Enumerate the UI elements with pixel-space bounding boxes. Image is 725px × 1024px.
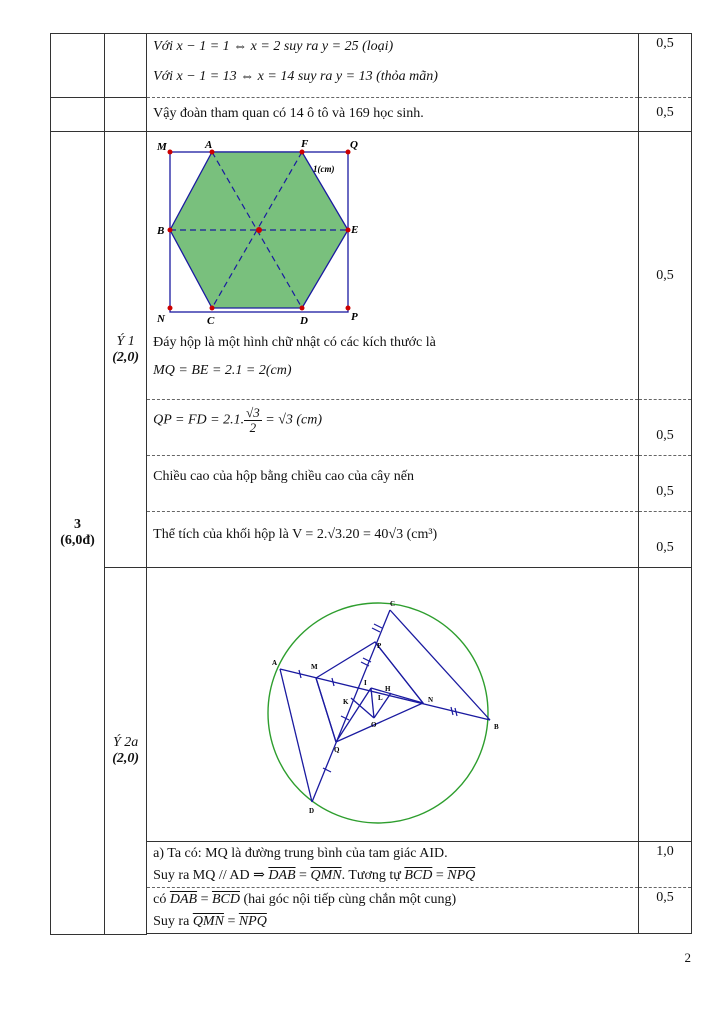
label-f: F [301, 138, 309, 150]
label-q: Q [334, 746, 340, 754]
equation-part: QP = FD = 2.1. [153, 412, 245, 428]
label-q: Q [350, 139, 359, 151]
score: 1,0 [656, 844, 674, 859]
solution-cell [147, 132, 639, 400]
point-center [256, 227, 262, 233]
part-label: Ý 1 [116, 333, 135, 349]
label-e: E [351, 224, 359, 236]
score: 0,5 [656, 484, 674, 499]
label-a: A [272, 659, 278, 667]
score-cell [638, 456, 691, 512]
angle: $\overline{NPQ}$ [238, 914, 267, 929]
section-number: 3 [74, 516, 82, 532]
part-cell-empty [105, 34, 147, 98]
solution-cell [147, 98, 639, 132]
point-f [300, 150, 305, 155]
label-m: M [157, 141, 167, 153]
section-cell-empty [51, 98, 105, 132]
label-n: N [428, 696, 434, 704]
point-d [300, 306, 305, 311]
page-number: 2 [684, 950, 691, 965]
solution-cell [147, 842, 639, 888]
solution-cell [147, 400, 639, 456]
solution-line: Chiều cao của hộp bằng chiều cao của cây nến [153, 469, 414, 484]
score: 0,5 [656, 268, 674, 283]
label-unit: 1(cm) [313, 164, 335, 174]
section-points: (6,0đ) [60, 532, 95, 548]
segment-ad [280, 669, 312, 802]
label-b: B [157, 225, 165, 237]
text-part: = [432, 868, 448, 883]
segment-ab [280, 669, 490, 720]
solution-equation: MQ = BE = 2.1 = 2(cm) [153, 363, 292, 378]
part-cell-empty [105, 98, 147, 132]
score-cell-empty [638, 568, 691, 842]
score-cell [638, 512, 691, 568]
score: 0,5 [656, 890, 674, 905]
score-cell [638, 34, 691, 98]
label-n: N [157, 313, 166, 325]
part-cell-y2a [105, 568, 147, 935]
fraction-denominator: 2 [249, 420, 257, 435]
angle: $\overline{BCD}$ [211, 892, 240, 907]
score-cell [638, 98, 691, 132]
angle: $\overline{DAB}$ [268, 868, 296, 883]
score: 0,5 [656, 105, 674, 120]
part-label: Ý 2a [112, 734, 139, 750]
solution-cell [147, 512, 639, 568]
fraction-numerator: √3 [246, 405, 260, 420]
solution-cell [147, 568, 639, 842]
score: 0,5 [656, 428, 674, 443]
part-points: (2,0) [112, 349, 140, 365]
solution-cell [147, 456, 639, 512]
tick-mark [372, 628, 380, 632]
segment-bc [390, 610, 490, 720]
label-p: P [351, 311, 358, 323]
label-h: H [385, 685, 391, 693]
solution-line: Với x − 1 = 1 ⇔ x = 2 suy ra y = 25 (loại) [153, 39, 394, 54]
label-i: I [364, 679, 367, 687]
solution-equation [147, 400, 638, 435]
solution-line [147, 865, 638, 887]
score-cell [638, 842, 691, 888]
point-p [346, 306, 351, 311]
spacer [638, 934, 691, 935]
label-l: L [378, 694, 383, 702]
point-c [210, 306, 215, 311]
part-points: (2,0) [112, 750, 140, 766]
text-part: có [153, 892, 170, 907]
segment-mq [316, 678, 336, 742]
point-n [168, 306, 173, 311]
text-part: Suy ra [153, 914, 193, 929]
solution-line: Vậy đoàn tham quan có 14 ô tô và 169 học sinh. [153, 106, 424, 121]
point-e [346, 228, 351, 233]
solution-cell [147, 34, 639, 98]
part-cell-y1 [105, 132, 147, 568]
section-cell [51, 132, 105, 935]
angle: $\overline{BCD}$ [404, 868, 433, 883]
score: 0,5 [656, 540, 674, 555]
text-part: (hai góc nội tiếp cùng chắn một cung) [239, 892, 457, 907]
segment-io [371, 688, 374, 718]
label-a: A [205, 139, 213, 151]
hexagon-figure [155, 138, 375, 328]
label-p: P [377, 642, 382, 650]
label-c: C [390, 600, 396, 608]
solution-line: Đáy hộp là một hình chữ nhật có các kích thước là [153, 335, 436, 350]
angle: $\overline{DAB}$ [169, 892, 198, 907]
score-cell [638, 400, 691, 456]
solution-line: Thể tích của khối hộp là V = 2.√3.20 = 40√3 (cm³) [153, 527, 438, 542]
label-d: D [300, 315, 309, 327]
circle-figure [147, 568, 627, 838]
label-k: K [343, 698, 349, 706]
label-m: M [311, 663, 318, 671]
text-part: = [223, 914, 239, 929]
fraction [244, 406, 262, 435]
answer-table [50, 33, 692, 935]
solution-line [147, 888, 638, 911]
angle: $\overline{QMN}$ [310, 868, 342, 883]
quad-mpnq [316, 642, 423, 742]
score-cell [638, 132, 691, 400]
text-part: Suy ra MQ // AD ⇒ [153, 868, 269, 883]
spacer [147, 934, 639, 935]
solution-line [147, 911, 638, 933]
point-m [168, 150, 173, 155]
text-part: . Tương tự [341, 868, 405, 883]
solution-line: a) Ta có: MQ là đường trung bình của tam giác AID. [153, 846, 448, 861]
label-o: O [371, 721, 377, 729]
label-c: C [207, 315, 215, 327]
label-d: D [309, 807, 315, 815]
label-b: B [494, 723, 499, 731]
section-cell-empty [51, 34, 105, 98]
point-b [168, 228, 173, 233]
solution-line: Với x − 1 = 13 ⇔ x = 14 suy ra y = 13 (thỏa mãn) [153, 69, 438, 84]
text-part: = [197, 892, 212, 907]
segment-cd [312, 610, 390, 802]
equation-part: = √3 (cm) [265, 412, 323, 428]
text-part: = [295, 868, 311, 883]
score: 0,5 [656, 36, 674, 51]
solution-cell [147, 888, 639, 934]
angle: $\overline{NPQ}$ [447, 868, 476, 883]
score-cell [638, 888, 691, 934]
tick-mark [374, 624, 382, 628]
angle: $\overline{QMN}$ [192, 914, 224, 929]
